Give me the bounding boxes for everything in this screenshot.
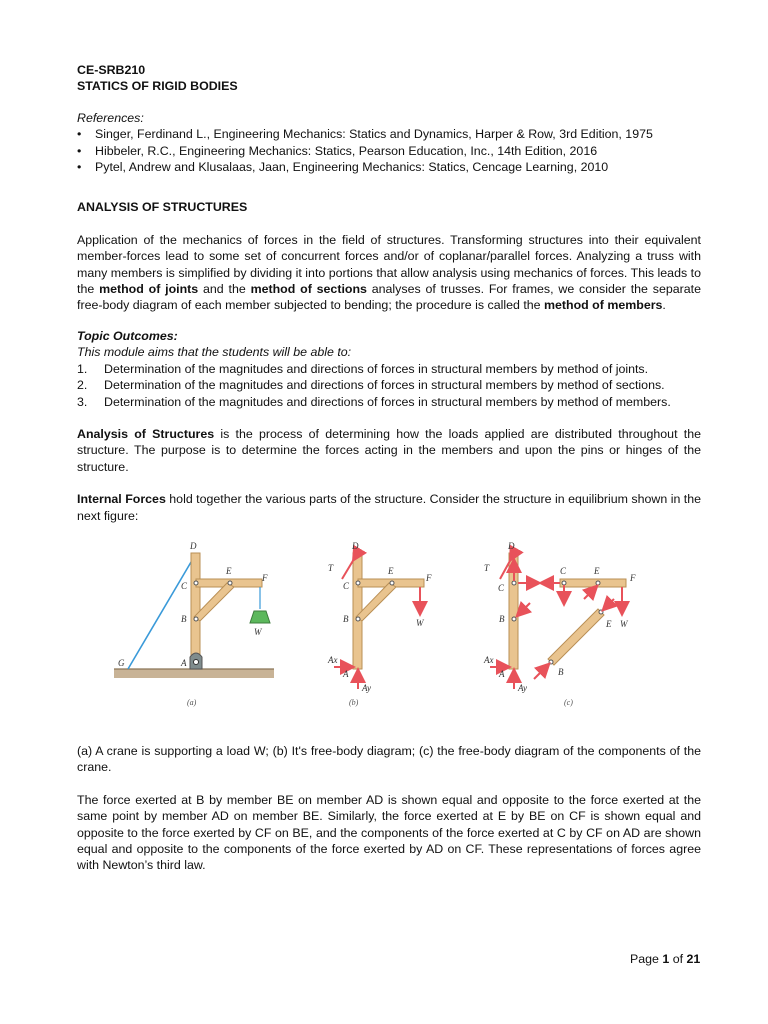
svg-text:D: D [352,540,359,551]
svg-text:E: E [226,565,232,576]
svg-text:A: A [499,668,505,679]
svg-text:C: C [181,580,188,591]
svg-text:C: C [560,565,567,576]
method-of-members: method of members [544,298,663,313]
intro-paragraph: Application of the mechanics of forces in the field of structures. Transforming structures into their equivalent member-forces lead to some set of concurrent forces and/or of coplanar/parallel forces. Analyzing a truss with many members is simplified by dividing it into portions that allow analysis using mechanics of forces. This leads to the method of joints and the method of sections analyses of trusses. For frames, we consider the separate free-body diagram of each member subjected to bending; the procedure is called the method of members. [77,232,701,313]
document-page [77,62,701,874]
svg-text:F: F [426,572,432,583]
svg-text:G: G [118,657,125,668]
reference-item: • Pytel, Andrew and Klusalaas, Jaan, Engineering Mechanics: Statics, Cencage Learning, 2010 [77,159,701,175]
svg-text:E: E [594,565,600,576]
outcomes-subtitle: This module aims that the students will be able to: [77,345,352,360]
course-title: STATICS OF RIGID BODIES [77,79,238,94]
svg-text:T: T [328,562,334,573]
reference-item: • Hibbeler, R.C., Engineering Mechanics: Statics, Pearson Education, Inc., 14th Edition, 2016 [77,143,701,159]
svg-text:F: F [262,572,268,583]
outcomes-list [77,361,701,410]
svg-text:Ay: Ay [362,682,371,693]
page-number: Page 1 of 21 [630,952,701,966]
svg-text:E: E [388,565,394,576]
svg-text:Ay: Ay [518,682,527,693]
reference-item: • Singer, Ferdinand L., Engineering Mechanics: Statics and Dynamics, Harper & Row, 3rd Edition, 1975 [77,126,701,142]
svg-text:B: B [499,613,505,624]
svg-text:A: A [181,657,187,668]
section-title: ANALYSIS OF STRUCTURES [77,200,248,215]
analysis-paragraph: Analysis of Structures is the process of determining how the loads applied are distributed throughout the structure. The purpose is to determine the forces acting in the members and upon the pins or hinges of the structure. [77,426,701,474]
member-ad [191,553,200,669]
svg-text:(a): (a) [187,697,197,707]
svg-text:D: D [190,540,197,551]
svg-text:C: C [343,580,350,591]
references-title: References: [77,110,144,125]
method-of-joints: method of joints [99,282,199,297]
svg-text:T: T [484,562,490,573]
crane-figure [114,541,674,731]
internal-forces-term: Internal Forces [77,492,166,507]
svg-text:E: E [606,618,612,629]
analysis-term: Analysis of Structures [77,426,215,441]
diagram-a [114,541,274,707]
svg-text:W: W [254,626,262,637]
svg-text:C: C [498,582,505,593]
outcomes-title: Topic Outcomes: [77,328,178,343]
svg-text:A: A [343,668,349,679]
svg-text:(b): (b) [349,697,359,707]
svg-text:B: B [181,613,187,624]
svg-text:Ax: Ax [328,654,338,665]
svg-text:(c): (c) [564,697,573,707]
method-of-sections: method of sections [250,282,367,297]
ground [114,669,274,678]
svg-text:Ax: Ax [484,654,494,665]
svg-text:B: B [558,666,564,677]
svg-text:B: B [343,613,349,624]
svg-text:W: W [416,617,424,628]
cable [128,557,194,669]
references-list [77,126,701,175]
outcome-item: 3. Determination of the magnitudes and directions of forces in structural members by method of members. [77,394,671,409]
svg-text:D: D [508,540,515,551]
svg-text:W: W [620,618,628,629]
figure-caption: (a) A crane is supporting a load W; (b) It's free-body diagram; (c) the free-body diagram of the components of the crane. [77,743,701,775]
closing-paragraph: The force exerted at B by member BE on member AD is shown equal and opposite to the force exerted at the same point by member AD on member BE. Similarly, the force exerted at E by BE on CF is shown equal and opposite to the force exerted by CF on BE, and the components of the force exerted at C by CF on AD are shown equal and opposite to the components of the force exerted by AD on CF. These representations of forces agree with Newton’s third law. [77,792,701,873]
outcome-item: 1. Determination of the magnitudes and directions of forces in structural members by method of joints. [77,361,649,376]
svg-text:F: F [630,572,636,583]
diagram-b [327,541,432,707]
course-code: CE-SRB210 [77,63,146,77]
outcome-item: 2. Determination of the magnitudes and directions of forces in structural members by method of sections. [77,378,665,393]
internal-forces-paragraph: Internal Forces hold together the various parts of the structure. Consider the structure in equilibrium shown in the next figure: [77,492,702,523]
diagram-c [483,541,636,707]
